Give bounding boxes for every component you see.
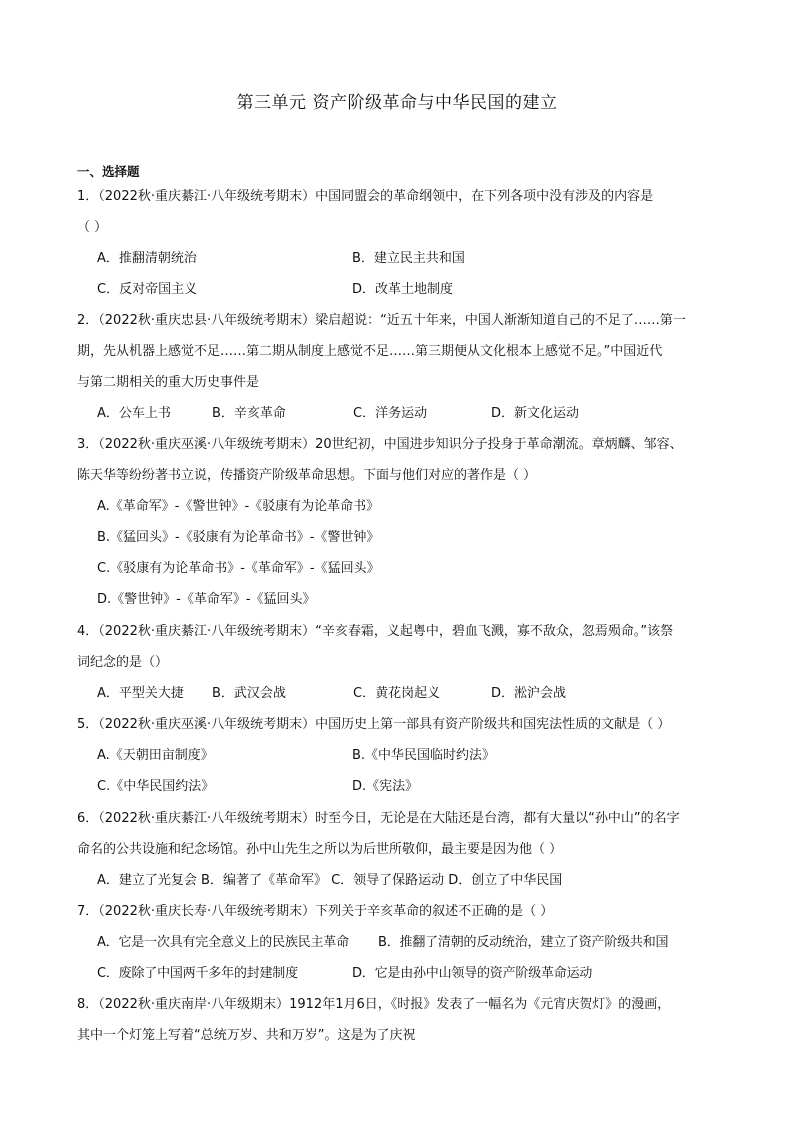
option-a[interactable]: A．公车上书 bbox=[97, 406, 171, 421]
option-b[interactable]: B．建立民主共和国 bbox=[352, 251, 465, 266]
question-8 bbox=[77, 989, 724, 1051]
option-a[interactable]: A．推翻清朝统治 bbox=[97, 251, 197, 266]
question-4 bbox=[77, 616, 724, 709]
option-row bbox=[77, 398, 724, 429]
option-c[interactable]: C．反对帝国主义 bbox=[97, 282, 198, 297]
question-stem-line: 5．（2022秋·重庆巫溪·八年级统考期末）中国历史上第一部具有资产阶级共和国宪法性质的文献是（ ） bbox=[77, 717, 671, 732]
option-c[interactable]: C．黄花岗起义 bbox=[353, 686, 441, 701]
option-row bbox=[77, 274, 724, 305]
option-b[interactable]: B.《中华民国临时约法》 bbox=[352, 748, 496, 763]
option-b[interactable]: B．辛亥革命 bbox=[212, 406, 286, 421]
question-stem-line: 7．（2022秋·重庆长寿·八年级统考期末）下列关于辛亥革命的叙述不正确的是（ ） bbox=[77, 904, 554, 919]
question-stem-line: 4．（2022秋·重庆綦江·八年级统考期末）“辛亥春霜，义起粤中，碧血飞溅，寡不敌众，忽焉殒命。”该祭 bbox=[77, 624, 674, 639]
question-stem-line: 陈天华等纷纷著书立说，传播资产阶级革命思想。下面与他们对应的著作是（ ） bbox=[77, 468, 537, 483]
question-6 bbox=[77, 803, 724, 896]
question-1 bbox=[77, 181, 724, 305]
option-row bbox=[77, 958, 724, 989]
option-c[interactable]: C．洋务运动 bbox=[353, 406, 428, 421]
option-b[interactable]: B．推翻了清朝的反动统治，建立了资产阶级共和国 bbox=[378, 935, 669, 950]
option-c[interactable]: C．废除了中国两千多年的封建制度 bbox=[97, 966, 298, 981]
option-row bbox=[77, 927, 724, 958]
option-c[interactable]: C.《中华民国约法》 bbox=[97, 779, 215, 794]
question-stem-line: 6．（2022秋·重庆綦江·八年级统考期末）时至今日，无论是在大陆还是台湾，都有大量以“孙中山”的名字 bbox=[77, 811, 680, 826]
section-heading: 一、选择题 bbox=[77, 164, 140, 179]
option-row bbox=[77, 678, 724, 709]
question-stem-line: 命名的公共设施和纪念场馆。孙中山先生之所以为后世所敬仰，最主要是因为他（ ） bbox=[77, 842, 563, 857]
option-a[interactable]: A．平型关大捷 bbox=[97, 686, 184, 701]
question-stem-line: 8．（2022秋·重庆南岸·八年级期末）1912年1月6日，《时报》发表了一幅名为《元宵庆贺灯》的漫画， bbox=[77, 997, 671, 1012]
option-a[interactable]: A．它是一次具有完全意义上的民族民主革命 bbox=[97, 935, 349, 950]
question-3 bbox=[77, 429, 724, 615]
question-stem-line: 词纪念的是（） bbox=[77, 655, 169, 670]
option-row bbox=[77, 243, 724, 274]
page-title: 第三单元 资产阶级革命与中华民国的建立 bbox=[236, 93, 558, 113]
question-stem-line: 其中一个灯笼上写着“总统万岁、共和万岁”。这是为了庆祝 bbox=[77, 1028, 416, 1043]
question-2 bbox=[77, 305, 724, 429]
question-stem-line: 1．（2022秋·重庆綦江·八年级统考期末）中国同盟会的革命纲领中，在下列各项中没有涉及的内容是 bbox=[77, 189, 654, 204]
question-5 bbox=[77, 709, 724, 802]
option-d[interactable]: D．新文化运动 bbox=[491, 406, 580, 421]
option-d[interactable]: D．淞沪会战 bbox=[491, 686, 567, 701]
option-b[interactable]: B.《猛回头》-《驳康有为论革命书》-《警世钟》 bbox=[97, 530, 380, 545]
question-stem-line: 期，先从机器上感觉不足……第二期从制度上感觉不足……第三期便从文化根本上感觉不足。”中国近代 bbox=[77, 344, 663, 359]
option-row-abcd[interactable]: A．建立了光复会 B．编著了《革命军》 C．领导了保路运动 D．创立了中华民国 bbox=[97, 873, 563, 888]
question-stem-line: 2．（2022秋·重庆忠县·八年级统考期末）梁启超说：“近五十年来，中国人渐渐知道自己的不足了……第一 bbox=[77, 313, 686, 328]
option-d[interactable]: D．它是由孙中山领导的资产阶级革命运动 bbox=[352, 966, 593, 981]
option-row bbox=[77, 740, 724, 771]
option-a[interactable]: A.《天朝田亩制度》 bbox=[97, 748, 214, 763]
question-stem-line: （ ） bbox=[77, 220, 108, 235]
option-c[interactable]: C.《驳康有为论革命书》-《革命军》-《猛回头》 bbox=[97, 561, 380, 576]
option-d[interactable]: D.《警世钟》-《革命军》-《猛回头》 bbox=[97, 592, 316, 607]
option-d[interactable]: D.《宪法》 bbox=[352, 779, 419, 794]
question-7 bbox=[77, 896, 724, 989]
question-stem-line: 3．（2022秋·重庆巫溪·八年级统考期末）20世纪初，中国进步知识分子投身于革命潮流。章炳麟、邹容、 bbox=[77, 437, 683, 452]
option-a[interactable]: A.《革命军》-《警世钟》-《驳康有为论革命书》 bbox=[97, 499, 380, 514]
question-stem-line: 与第二期相关的重大历史事件是 bbox=[77, 375, 260, 390]
option-row bbox=[77, 771, 724, 802]
option-b[interactable]: B．武汉会战 bbox=[212, 686, 286, 701]
option-d[interactable]: D．改革土地制度 bbox=[352, 282, 454, 297]
